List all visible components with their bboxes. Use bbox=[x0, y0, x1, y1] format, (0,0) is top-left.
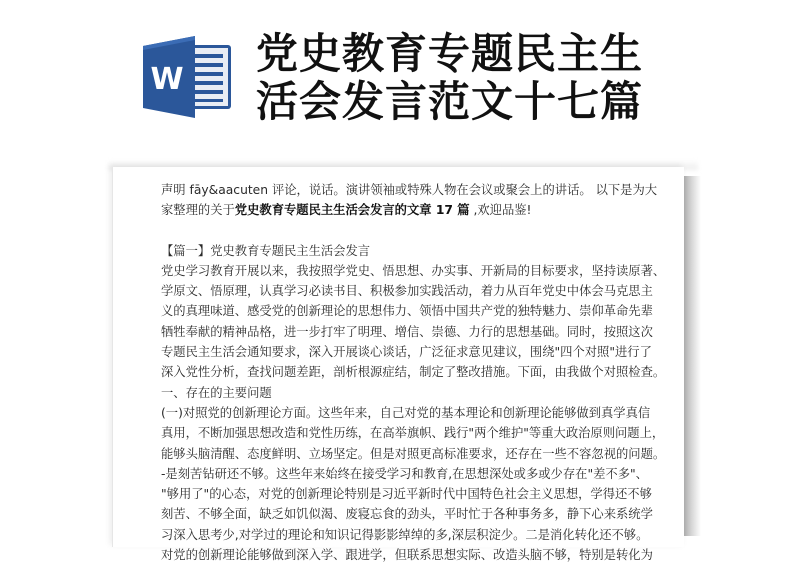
paragraph-line: 义的真理味道、感受党的创新理论的思想伟力、领悟中国共产党的独特魅力、崇仰革命先辈 bbox=[161, 304, 653, 319]
svg-text:W: W bbox=[150, 62, 184, 97]
title-line-2: 活会发言范文十七篇 bbox=[256, 77, 644, 126]
section-heading: 【篇一】党史教育专题民主生活会发言 bbox=[161, 243, 371, 258]
paragraph-line: 真用，不断加强思想改造和党性历练，在高举旗帜、践行"两个维护"等重大政治原则问题上， bbox=[161, 426, 665, 441]
paragraph-line: -是刻苦钻研还不够。这些年来始终在接受学习和教育,在思想深处或多或少存在"差不多"、 bbox=[161, 466, 648, 481]
intro-line-2 bbox=[161, 200, 671, 220]
page-right-shadow bbox=[683, 176, 701, 536]
document-content bbox=[161, 180, 671, 565]
title-line-1: 党史教育专题民主生 bbox=[256, 29, 644, 78]
subheading: 一、存在的主要问题 bbox=[161, 385, 272, 400]
paragraph-line: 对党的创新理论能够做到深入学、跟进学，但联系思想实际、改造头脑不够，特别是转化为 bbox=[161, 548, 653, 563]
banner-header bbox=[0, 0, 800, 140]
intro-line-1: 声明 fāy&aacuten 评论，说话。演讲领袖或特殊人物在会议或聚会上的讲话。 以下是为大 bbox=[161, 183, 658, 197]
paragraph-line: 学原文、悟原理，认真学习必读书目、积极参加实践活动，着力从百年党史中体会马克思主 bbox=[161, 284, 653, 299]
paragraph-line: 牺牲奉献的精神品格，进一步打牢了明理、增信、崇德、力行的思想基础。同时，按照这次 bbox=[161, 324, 653, 339]
paragraph-line: 专题民主生活会通知要求，深入开展谈心谈话，广泛征求意见建议，围绕"四个对照"进行了 bbox=[161, 345, 652, 360]
paragraph-line: "够用了"的心态，对党的创新理论特别是习近平新时代中国特色社会主义思想，学得还不够 bbox=[161, 487, 652, 502]
intro-suffix: ,欢迎品鉴! bbox=[469, 203, 532, 218]
page-title bbox=[256, 30, 696, 126]
paragraph-line: 刻苦、不够全面，缺乏如饥似渴、废寝忘食的劲头，平时忙于各种事务多，静下心来系统学 bbox=[161, 507, 653, 522]
paragraph-line: 党史学习教育开展以来，我按照学党史、悟思想、办实事、开新局的目标要求，坚持读原著、 bbox=[161, 263, 666, 278]
intro-bold-title: 党史教育专题民主生活会发言的文章 17 篇 bbox=[234, 203, 470, 218]
intro-prefix: 家整理的关于 bbox=[161, 203, 235, 218]
paragraph-line: 能够头脑清醒、态度鲜明、立场坚定。但是对照更高标准要求，还存在一些不容忽视的问题。 bbox=[161, 446, 666, 461]
paragraph-line: (一)对照党的创新理论方面。这些年来，自己对党的基本理论和创新理论能够做到真学真信 bbox=[161, 405, 651, 420]
word-document-icon bbox=[143, 36, 231, 118]
paragraph-line: 习深入思考少,对学过的理论和知识记得影影绰绰的多,深层积淀少。二是消化转化还不够。 bbox=[161, 527, 649, 542]
paragraph-line: 深入党性分析，查找问题差距，剖析根源症结，制定了整改措施。下面，由我做个对照检查。 bbox=[161, 365, 666, 380]
blank-line bbox=[161, 221, 671, 241]
document-page bbox=[112, 167, 684, 563]
